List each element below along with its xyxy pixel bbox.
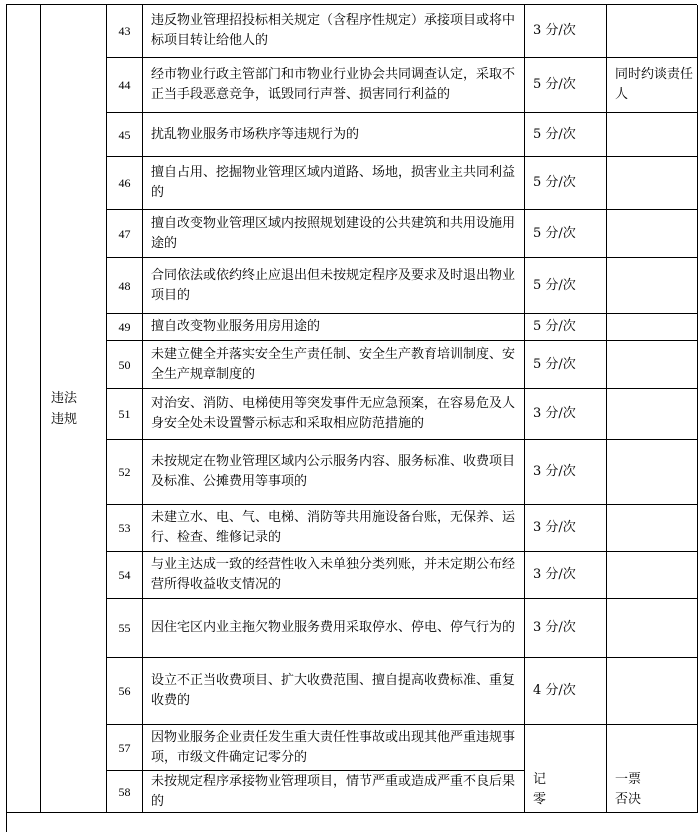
row-description: 对治安、消防、电梯使用等突发事件无应急预案，在容易危及人身安全处未设置警示标志和采取相应防范措施的 xyxy=(143,389,525,440)
row-number: 47 xyxy=(107,210,143,258)
row-description: 擅自改变物业服务用房用途的 xyxy=(143,314,525,341)
row-description: 设立不正当收费项目、扩大收费范围、擅自提高收费标准、重复收费的 xyxy=(143,658,525,725)
row-note xyxy=(607,341,698,389)
merged-score-cell xyxy=(525,725,607,813)
row-score: 5 分/次 xyxy=(525,157,607,210)
merged-note-line-2: 否决 xyxy=(615,792,642,807)
row-note xyxy=(607,440,698,505)
merged-score-line-1: 记 xyxy=(533,772,547,787)
row-score: 3 分/次 xyxy=(525,389,607,440)
row-description: 未按规定在物业管理区域内公示服务内容、服务标准、收费项目及标准、公摊费用等事项的 xyxy=(143,440,525,505)
row-score: 5 分/次 xyxy=(525,113,607,157)
category-line-2: 违规 xyxy=(51,411,78,427)
row-number: 57 xyxy=(107,725,143,771)
row-note xyxy=(607,157,698,210)
row-note xyxy=(607,505,698,552)
row-description: 未建立健全并落实安全生产责任制、安全生产教育培训制度、安全生产规章制度的 xyxy=(143,341,525,389)
merged-score-line-2: 零 xyxy=(533,792,547,807)
row-description: 未建立水、电、气、电梯、消防等共用施设备台账，无保养、运行、检查、维修记录的 xyxy=(143,505,525,552)
row-description: 与业主达成一致的经营性收入未单独分类列账，并未定期公布经营所得收益收支情况的 xyxy=(143,552,525,599)
row-description: 因住宅区内业主拖欠物业服务费用采取停水、停电、停气行为的 xyxy=(143,599,525,658)
row-number: 53 xyxy=(107,505,143,552)
merged-note-cell xyxy=(607,725,698,813)
row-note xyxy=(607,599,698,658)
row-number: 50 xyxy=(107,341,143,389)
category-line-1: 违法 xyxy=(51,390,78,406)
row-score: 4 分/次 xyxy=(525,658,607,725)
regulation-table xyxy=(6,4,697,832)
row-score: 5 分/次 xyxy=(525,58,607,113)
row-note xyxy=(607,552,698,599)
row-score: 3 分/次 xyxy=(525,552,607,599)
row-score: 5 分/次 xyxy=(525,341,607,389)
row-note xyxy=(607,389,698,440)
merged-note-line-1: 一票 xyxy=(615,772,642,787)
row-score: 5 分/次 xyxy=(525,258,607,314)
row-note: 同时约谈责任人 xyxy=(607,58,698,113)
row-number: 51 xyxy=(107,389,143,440)
row-score: 5 分/次 xyxy=(525,210,607,258)
row-number: 46 xyxy=(107,157,143,210)
row-number: 52 xyxy=(107,440,143,505)
row-description: 擅自改变物业管理区域内按照规划建设的公共建筑和共用设施用途的 xyxy=(143,210,525,258)
row-note xyxy=(607,658,698,725)
row-number: 43 xyxy=(107,5,143,58)
row-score: 3 分/次 xyxy=(525,599,607,658)
row-description: 合同依法或依约终止应退出但未按规定程序及要求及时退出物业项目的 xyxy=(143,258,525,314)
row-number: 54 xyxy=(107,552,143,599)
row-description: 擅自占用、挖掘物业管理区域内道路、场地，损害业主共同利益的 xyxy=(143,157,525,210)
row-note xyxy=(607,258,698,314)
row-number: 49 xyxy=(107,314,143,341)
row-score: 3 分/次 xyxy=(525,5,607,58)
row-note xyxy=(607,314,698,341)
row-note xyxy=(607,113,698,157)
row-number: 45 xyxy=(107,113,143,157)
category-cell xyxy=(41,5,107,813)
row-number: 44 xyxy=(107,58,143,113)
row-note xyxy=(607,5,698,58)
row-number: 48 xyxy=(107,258,143,314)
row-note xyxy=(607,210,698,258)
row-number: 56 xyxy=(107,658,143,725)
row-description: 经市物业行政主管部门和市物业行业协会共同调查认定，采取不正当手段恶意竞争，诋毁同行声誉、损害同行利益的 xyxy=(143,58,525,113)
row-description: 违反物业管理招投标相关规定（含程序性规定）承接项目或将中标项目转让给他人的 xyxy=(143,5,525,58)
row-score: 3 分/次 xyxy=(525,440,607,505)
row-description: 未按规定程序承接物业管理项目，情节严重或造成严重不良后果的 xyxy=(143,771,525,813)
row-number: 55 xyxy=(107,599,143,658)
row-number: 58 xyxy=(107,771,143,813)
row-score: 3 分/次 xyxy=(525,505,607,552)
row-description: 因物业服务企业责任发生重大责任性事故或出现其他严重违规事项，市级文件确定记零分的 xyxy=(143,725,525,771)
blank-column xyxy=(7,5,41,813)
row-description: 扰乱物业服务市场秩序等违规行为的 xyxy=(143,113,525,157)
row-score: 5 分/次 xyxy=(525,314,607,341)
